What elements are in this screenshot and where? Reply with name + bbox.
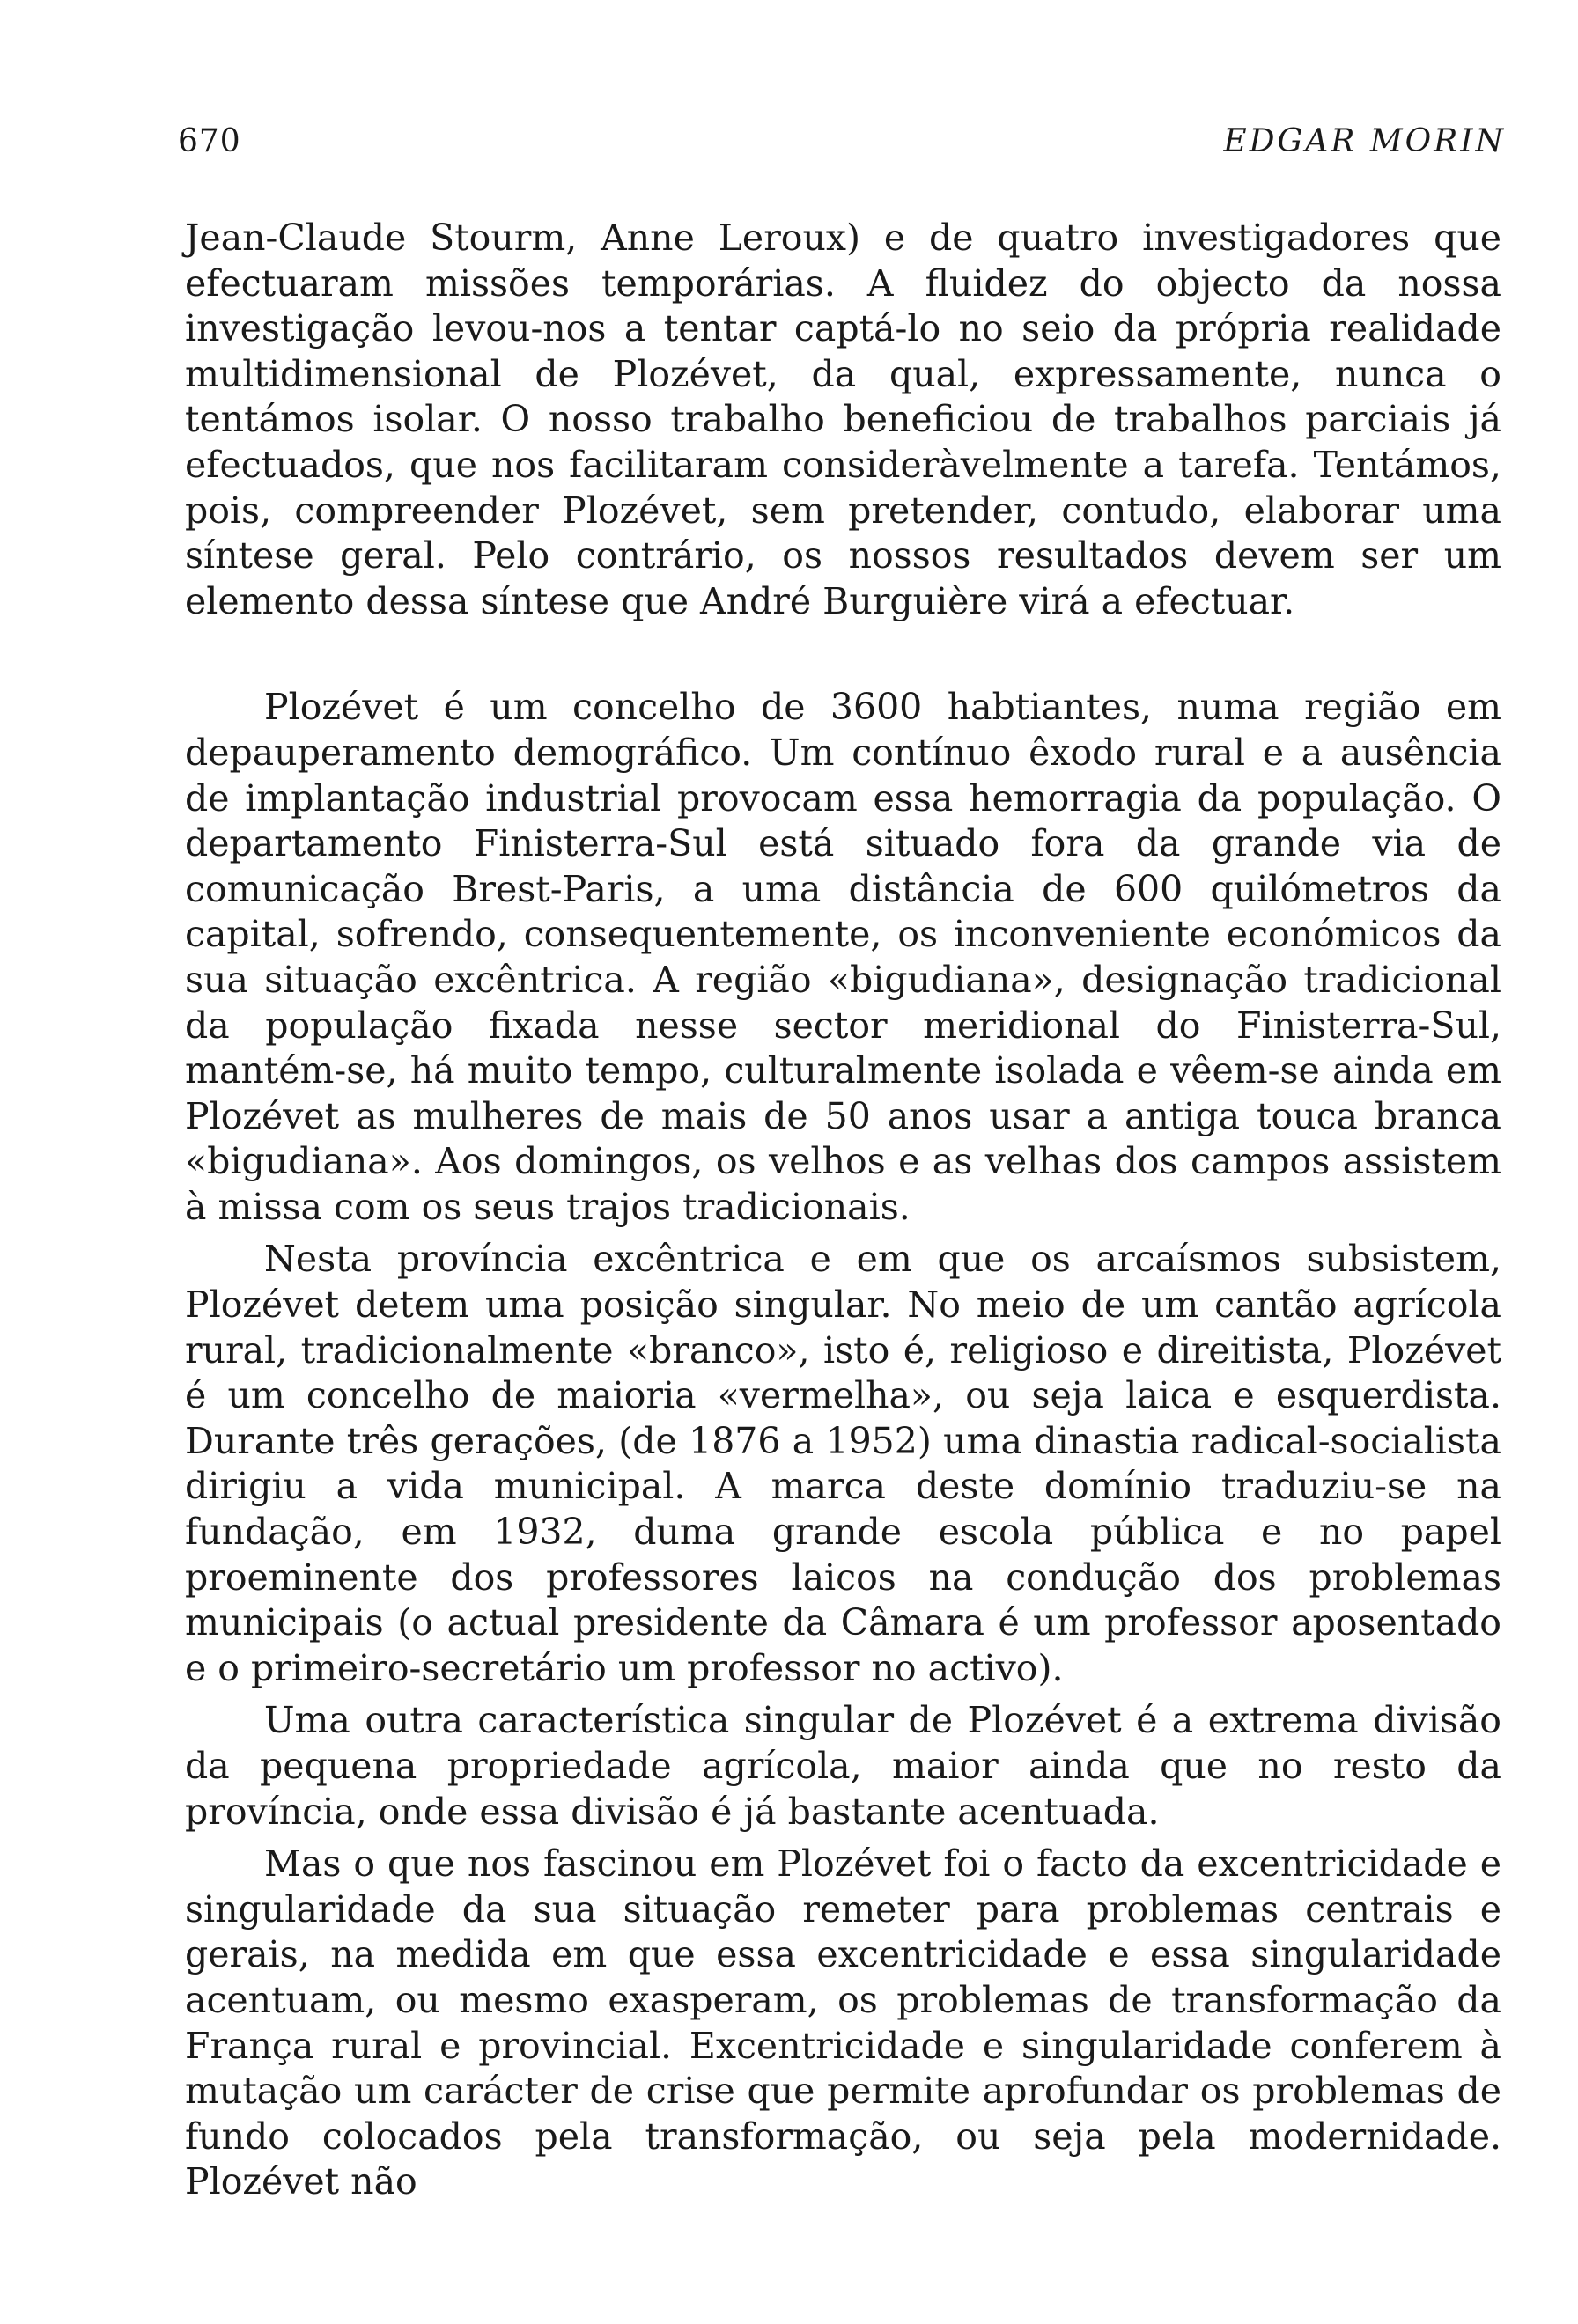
body-text — [185, 216, 1501, 2205]
paragraph-5: Mas o que nos fascinou em Plozévet foi o facto da excentricidade e singularidade da sua situação remeter para problemas centrais e gerais, na medida em que essa excentricidade e essa singularidade acentuam, ou mesmo exasperam, os problemas de transformação da França rural e provincial. Excentricidade e singularidade conferem à mutação um carácter de crise que permite aprofundar os problemas de fundo colocados pela transformação, ou seja pela modernidade. Plozévet não — [185, 1842, 1501, 2203]
paragraph-2: Plozévet é um concelho de 3600 habtiantes, numa região em depauperamento demográfico. Um contínuo êxodo rural e a ausência de implantação industrial provocam essa hemorragia da população. O departamento Finisterra-Sul está situado fora da grande via de comunicação Brest-Paris, a uma distância de 600 quilómetros da capital, sofrendo, consequentemente, os inconveniente económicos da sua situação excêntrica. A região «bigudiana», designação tradicional da população fixada nesse sector meridional do Finisterra-Sul, mantém-se, há muito tempo, culturalmente isolada e vêem-se ainda em Plozévet as mulheres de mais de 50 anos usar a antiga touca branca «bigudiana». Aos domingos, os velhos e as velhas dos campos assistem à missa com os seus trajos tradicionais. — [185, 686, 1501, 1228]
paragraph-3: Nesta província excêntrica e em que os arcaísmos subsistem, Plozévet detem uma posição singular. No meio de um cantão agrícola rural, tradicionalmente «branco», isto é, religioso e direitista, Plozévet é um concelho de maioria «vermelha», ou seja laica e esquerdista. Durante três gerações, (de 1876 a 1952) uma dinastia radical-socialista dirigiu a vida municipal. A marca deste domínio traduziu-se na fundação, em 1932, duma grande escola pública e no papel proeminente dos professores laicos na condução dos problemas municipais (o actual presidente da Câmara é um professor aposentado e o primeiro-secretário um professor no activo). — [185, 1238, 1501, 1689]
page-number: 670 — [178, 123, 241, 159]
paragraph-4: Uma outra característica singular de Plozévet é a extrema divisão da pequena propriedade agrícola, maior ainda que no resto da província, onde essa divisão é já bastante acentuada. — [185, 1699, 1501, 1833]
running-head: EDGAR MORIN — [1223, 123, 1506, 159]
paragraph-1: Jean-Claude Stourm, Anne Leroux) e de quatro investigadores que efectuaram missões temporárias. A fluidez do objecto da nossa investigação levou-nos a tentar captá-lo no seio da própria realidade multidimensional de Plozévet, da qual, expressamente, nunca o tentámos isolar. O nosso trabalho beneficiou de trabalhos parciais já efectuados, que nos facilitaram consideràvelmente a tarefa. Tentámos, pois, compreender Plozévet, sem pretender, contudo, elaborar uma síntese geral. Pelo contrário, os nossos resultados devem ser um elemento dessa síntese que André Burguière virá a efectuar. — [185, 217, 1501, 622]
page-header — [178, 123, 1506, 167]
